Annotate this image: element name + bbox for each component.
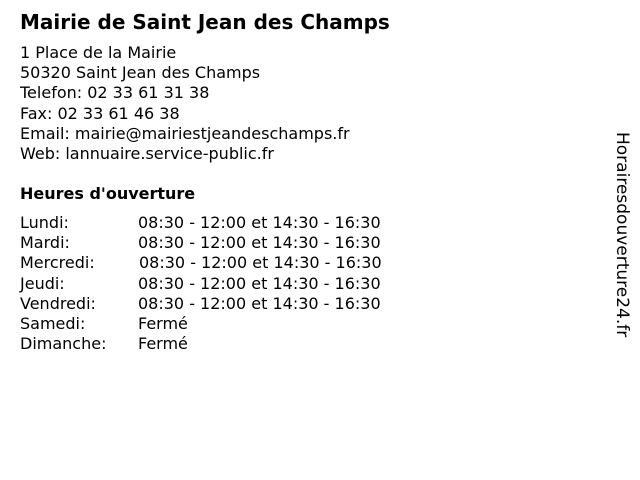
address-city: 50320 Saint Jean des Champs [20,63,261,83]
website: Web: lannuaire.service-public.fr [20,143,274,163]
day-hours: 08:30 - 12:00 et 14:30 - 16:30 [139,253,382,273]
phone-number: Telefon: 02 33 61 31 38 [20,83,210,103]
day-hours: Fermé [138,334,188,354]
contact-info [20,43,350,164]
day-label: Mercredi: [20,253,95,273]
site-watermark: Horairesdouverture24.fr [612,132,632,338]
day-hours: 08:30 - 12:00 et 14:30 - 16:30 [138,213,381,232]
email-address: Email: mairie@mairiestjeandeschamps.fr [20,123,350,143]
day-label: Mardi: [20,233,70,253]
day-hours: 08:30 - 12:00 et 14:30 - 16:30 [138,273,381,293]
day-hours: Fermé [138,313,188,333]
day-label: Vendredi: [20,293,96,313]
day-label: Lundi: [20,213,69,232]
address-street: 1 Place de la Mairie [20,43,177,62]
page-title: Mairie de Saint Jean des Champs [20,10,390,34]
day-hours: 08:30 - 12:00 et 14:30 - 16:30 [138,293,381,313]
opening-hours-heading: Heures d'ouverture [20,184,196,203]
day-label: Jeudi: [20,273,65,293]
fax-number: Fax: 02 33 61 46 38 [20,103,180,123]
day-hours: 08:30 - 12:00 et 14:30 - 16:30 [138,233,381,253]
day-label: Dimanche: [20,334,107,354]
day-label: Samedi: [20,313,86,333]
